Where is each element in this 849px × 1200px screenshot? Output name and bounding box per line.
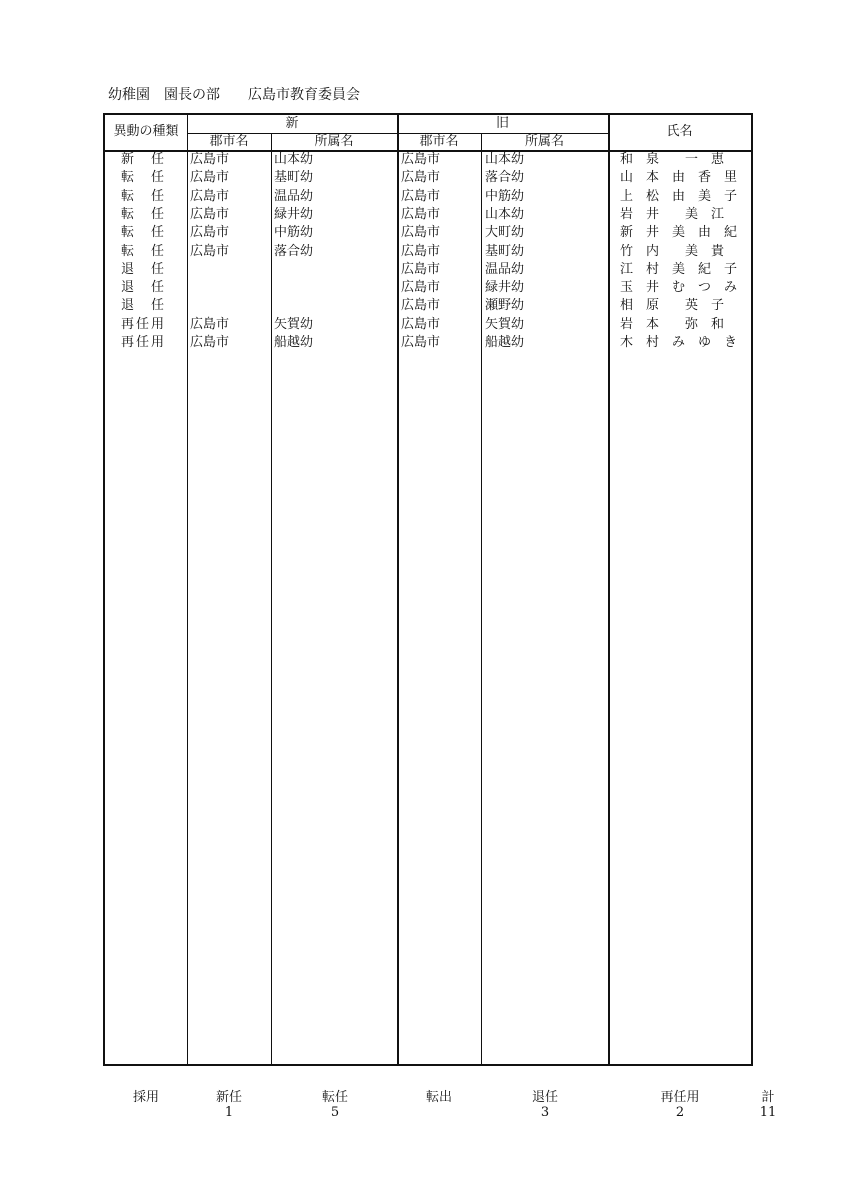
cell-type: 転 任 <box>121 225 167 241</box>
cell-type: 再任用 <box>121 335 167 350</box>
cell-name: 竹 内 美 貴 <box>620 243 725 259</box>
cell-type: 転 任 <box>121 188 167 204</box>
cell-name: 山 本 由 香 里 <box>620 170 738 186</box>
cell-old-city: 広島市 <box>401 152 441 167</box>
cell-name: 岩 本 弥 和 <box>620 316 725 332</box>
summary-value: 5 <box>330 1105 340 1120</box>
cell-old-unit: 緑井幼 <box>485 280 525 296</box>
cell-old-unit: 落合幼 <box>485 170 525 186</box>
table-row <box>105 206 755 224</box>
header-type: 異動の種類 <box>113 124 179 139</box>
table-row <box>105 243 755 261</box>
cell-old-city: 広島市 <box>401 280 441 296</box>
cell-old-city: 広島市 <box>401 316 441 332</box>
summary-label: 計 <box>761 1090 775 1105</box>
personnel-table <box>103 113 753 1066</box>
cell-old-city: 広島市 <box>401 335 441 350</box>
cell-new-city: 広島市 <box>190 170 230 186</box>
cell-type: 退 任 <box>121 298 167 314</box>
table-row <box>105 334 755 352</box>
cell-name: 玉 井 む つ み <box>620 280 738 296</box>
summary-label: 転任 <box>321 1090 348 1105</box>
table-row <box>105 261 755 279</box>
cell-new-city: 広島市 <box>190 243 230 259</box>
cell-type: 転 任 <box>121 243 167 259</box>
header-old-city: 郡市名 <box>419 134 459 149</box>
cell-type: 退 任 <box>121 280 167 296</box>
cell-new-unit: 山本幼 <box>274 152 314 167</box>
cell-type: 退 任 <box>121 261 167 277</box>
summary-label: 新任 <box>215 1090 242 1105</box>
summary-label: 採用 <box>132 1090 159 1105</box>
cell-old-unit: 大町幼 <box>485 225 525 241</box>
cell-new-unit: 緑井幼 <box>274 206 314 222</box>
header-old-unit: 所属名 <box>524 134 564 149</box>
cell-old-unit: 山本幼 <box>485 206 525 222</box>
cell-name: 岩 井 美 江 <box>620 206 725 222</box>
table-row <box>105 224 755 242</box>
cell-new-unit: 落合幼 <box>274 243 314 259</box>
table-row <box>105 297 755 315</box>
cell-new-city: 広島市 <box>190 316 230 332</box>
cell-old-city: 広島市 <box>401 170 441 186</box>
cell-name: 相 原 英 子 <box>620 298 725 314</box>
heading-category: 幼稚園 園長の部 <box>108 87 220 103</box>
cell-old-unit: 温品幼 <box>485 261 525 277</box>
cell-new-city: 広島市 <box>190 225 230 241</box>
summary-label: 退任 <box>531 1090 558 1105</box>
cell-name: 上 松 由 美 子 <box>620 188 738 204</box>
cell-new-city: 広島市 <box>190 152 230 167</box>
heading-organization: 広島市教育委員会 <box>248 87 360 103</box>
summary-value: 2 <box>675 1105 685 1120</box>
cell-type: 新 任 <box>121 152 167 167</box>
cell-type: 転 任 <box>121 170 167 186</box>
summary-value: 11 <box>759 1105 777 1120</box>
cell-new-unit: 基町幼 <box>274 170 314 186</box>
cell-type: 転 任 <box>121 206 167 222</box>
summary-value: 1 <box>224 1105 234 1120</box>
cell-new-city: 広島市 <box>190 206 230 222</box>
cell-name: 和 泉 一 恵 <box>620 152 725 167</box>
cell-new-city: 広島市 <box>190 188 230 204</box>
page-heading <box>108 84 360 104</box>
table-row <box>105 316 755 334</box>
cell-old-city: 広島市 <box>401 243 441 259</box>
cell-old-unit: 山本幼 <box>485 152 525 167</box>
cell-new-unit: 矢賀幼 <box>274 316 314 332</box>
cell-name: 木 村 み ゆ き <box>620 335 738 350</box>
header-new-unit: 所属名 <box>314 134 354 149</box>
header-old: 旧 <box>495 116 509 131</box>
summary-label: 転出 <box>425 1090 452 1105</box>
cell-type: 再任用 <box>121 316 167 332</box>
header-name: 氏名 <box>666 124 693 139</box>
cell-new-unit: 中筋幼 <box>274 225 314 241</box>
table-row <box>105 151 755 169</box>
summary-label: 再任用 <box>660 1090 700 1105</box>
cell-old-unit: 船越幼 <box>485 335 525 350</box>
summary-totals <box>0 1086 849 1126</box>
cell-new-unit: 温品幼 <box>274 188 314 204</box>
cell-old-unit: 基町幼 <box>485 243 525 259</box>
cell-old-city: 広島市 <box>401 225 441 241</box>
cell-name: 新 井 美 由 紀 <box>620 225 738 241</box>
header-new: 新 <box>285 116 299 131</box>
table-row <box>105 279 755 297</box>
table-row <box>105 169 755 187</box>
cell-name: 江 村 美 紀 子 <box>620 261 738 277</box>
summary-value: 3 <box>540 1105 550 1120</box>
cell-old-city: 広島市 <box>401 298 441 314</box>
table-row <box>105 188 755 206</box>
header-new-city: 郡市名 <box>209 134 249 149</box>
cell-old-city: 広島市 <box>401 188 441 204</box>
cell-old-city: 広島市 <box>401 206 441 222</box>
cell-old-city: 広島市 <box>401 261 441 277</box>
cell-new-city: 広島市 <box>190 335 230 350</box>
cell-new-unit: 船越幼 <box>274 335 314 350</box>
cell-old-unit: 瀬野幼 <box>485 298 525 314</box>
cell-old-unit: 中筋幼 <box>485 188 525 204</box>
cell-old-unit: 矢賀幼 <box>485 316 525 332</box>
